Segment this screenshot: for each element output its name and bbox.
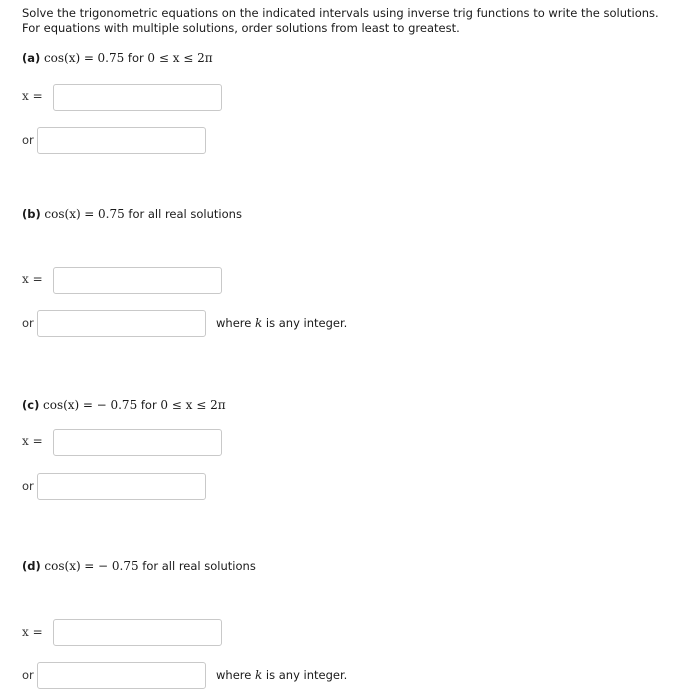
instructions <box>22 6 659 36</box>
part-d-suffix <box>216 668 347 682</box>
part-b-lhs: cos(x) <box>44 207 81 221</box>
part-d-rhs: − 0.75 <box>98 559 139 573</box>
part-b-equals: = <box>84 207 95 221</box>
part-b-x-input[interactable] <box>53 267 222 294</box>
part-a-rhs: 0.75 <box>97 51 125 65</box>
part-b-suffix-post: is any integer. <box>265 316 348 330</box>
part-b-or-label: or <box>22 316 34 330</box>
part-a-prompt <box>22 50 213 66</box>
part-d-equals: = <box>84 559 95 573</box>
part-a-lhs: cos(x) <box>43 51 81 65</box>
part-b-x-label: x = <box>22 272 43 286</box>
part-a-condition-text: for <box>127 51 144 65</box>
part-c-x-label: x = <box>22 434 43 448</box>
part-c-or-input[interactable] <box>37 473 206 500</box>
part-d-x-input[interactable] <box>53 619 222 646</box>
part-c-rhs: − 0.75 <box>96 398 138 412</box>
part-d-prompt <box>22 558 256 574</box>
part-b-suffix-pre: where <box>216 316 252 330</box>
part-c-label: (c) <box>22 398 40 412</box>
part-d-suffix-pre: where <box>216 668 252 682</box>
instructions-line-1: Solve the trigonometric equations on the indicated intervals using inverse trig functions to write the solutions. <box>22 6 659 20</box>
part-c-or-label: or <box>22 479 34 493</box>
part-d-condition-text: for all real solutions <box>142 559 256 573</box>
part-b-condition-text: for all real solutions <box>128 207 242 221</box>
part-b-label: (b) <box>22 207 41 221</box>
part-a-x-input[interactable] <box>53 84 222 111</box>
instructions-line-2: For equations with multiple solutions, order solutions from least to greatest. <box>22 21 460 35</box>
part-b-suffix <box>216 316 347 330</box>
part-d-or-input[interactable] <box>37 662 206 689</box>
part-a-or-input[interactable] <box>37 127 206 154</box>
part-b-rhs: 0.75 <box>98 207 125 221</box>
part-b-prompt <box>22 206 242 222</box>
part-a-equals: = <box>83 51 94 65</box>
part-b-suffix-var: k <box>254 316 263 330</box>
part-b-or-input[interactable] <box>37 310 206 337</box>
part-c-lhs: cos(x) <box>43 398 80 412</box>
part-d-lhs: cos(x) <box>44 559 81 573</box>
part-c-condition-math: 0 ≤ x ≤ 2π <box>160 398 226 412</box>
part-a-condition-math: 0 ≤ x ≤ 2π <box>147 51 213 65</box>
part-c-equals: = <box>82 398 93 412</box>
part-d-or-label: or <box>22 668 34 682</box>
part-c-prompt <box>22 397 226 413</box>
part-c-x-input[interactable] <box>53 429 222 456</box>
part-d-label: (d) <box>22 559 41 573</box>
part-c-condition-text: for <box>140 398 157 412</box>
part-a-label: (a) <box>22 51 41 65</box>
part-d-suffix-post: is any integer. <box>265 668 348 682</box>
part-a-or-label: or <box>22 133 34 147</box>
part-d-x-label: x = <box>22 625 43 639</box>
part-d-suffix-var: k <box>254 668 263 682</box>
part-a-x-label: x = <box>22 89 43 103</box>
